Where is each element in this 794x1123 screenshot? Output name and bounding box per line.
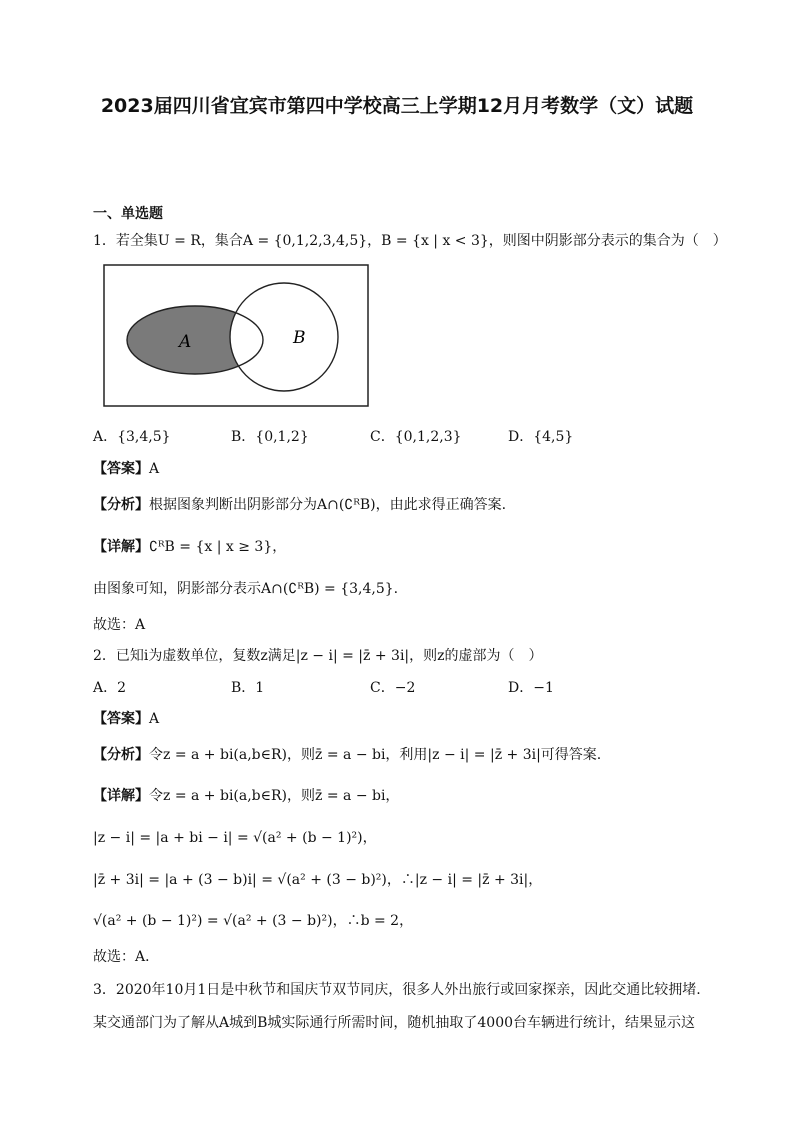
- q2-equation-2: |z̄ + 3i| = |a + (3 − b)i| = √(a² + (3 − b)²)，∴|z − i| = |z̄ + 3i|，: [93, 872, 543, 888]
- venn-diagram: [103, 264, 371, 408]
- answer-value: A: [149, 711, 160, 727]
- section-heading: 一、单选题: [93, 206, 163, 222]
- q2-option-b: B．1: [231, 680, 265, 696]
- analysis-tag: 【分析】: [93, 747, 149, 763]
- q2-detail: [93, 785, 399, 805]
- set-a-label: A: [179, 332, 192, 352]
- q2-equation-3: √(a² + (b − 1)²) = √(a² + (3 − b)²)，∴b = 2，: [93, 913, 414, 929]
- q1-option-c: C．{0,1,2,3}: [370, 429, 462, 445]
- q2-option-c: C．−2: [370, 680, 416, 696]
- q3-line-1: 3．2020年10月1日是中秋节和国庆节双节同庆，很多人外出旅行或回家探亲，因此交通比较拥堵.: [93, 982, 701, 998]
- q1-option-a: A．{3,4,5}: [93, 429, 171, 445]
- set-b-label: B: [293, 328, 306, 348]
- q2-stem: 2．已知i为虚数单位，复数z满足|z − i| = |z̄ + 3i|，则z的虚部为（ ）: [93, 648, 543, 664]
- q2-choose: 故选：A．: [93, 949, 160, 965]
- detail-tag: 【详解】: [93, 539, 149, 555]
- q2-analysis: [93, 744, 601, 764]
- q1-analysis: [93, 494, 506, 514]
- q1-option-d: D．{4,5}: [508, 429, 574, 445]
- q1-answer: [93, 458, 159, 478]
- page-title: 2023届四川省宜宾市第四中学校高三上学期12月月考数学（文）试题: [100, 95, 694, 117]
- detail-tag: 【详解】: [93, 788, 149, 804]
- q1-stem: 1．若全集U = R，集合A = {0,1,2,3,4,5}，B = {x | x < 3}，则图中阴影部分表示的集合为（ ）: [93, 233, 727, 249]
- q1-choose: 故选：A: [93, 617, 146, 633]
- analysis-text: 根据图象判断出阴影部分为A∩(∁ᴿB)，由此求得正确答案.: [149, 497, 507, 513]
- answer-value: A: [149, 461, 160, 477]
- q2-option-d: D．−1: [508, 680, 554, 696]
- q2-answer: [93, 708, 159, 728]
- q1-option-b: B．{0,1,2}: [231, 429, 309, 445]
- detail-text: 令z = a + bi(a,b∈R)，则z̄ = a − bi，: [149, 788, 400, 804]
- detail-text: ∁ᴿB = {x | x ≥ 3}，: [149, 539, 287, 555]
- q1-detail: [93, 536, 286, 556]
- answer-tag: 【答案】: [93, 461, 149, 477]
- q2-option-a: A．2: [93, 680, 127, 696]
- q1-detail-line2: 由图象可知，阴影部分表示A∩(∁ᴿB) = {3,4,5}.: [93, 581, 399, 597]
- analysis-tag: 【分析】: [93, 497, 149, 513]
- answer-tag: 【答案】: [93, 711, 149, 727]
- analysis-text: 令z = a + bi(a,b∈R)，则z̄ = a − bi，利用|z − i| = |z̄ + 3i|可得答案.: [149, 747, 602, 763]
- q3-line-2: 某交通部门为了解从A城到B城实际通行所需时间，随机抽取了4000台车辆进行统计，结果显示这: [93, 1015, 696, 1031]
- q2-equation-1: |z − i| = |a + bi − i| = √(a² + (b − 1)²)，: [93, 830, 377, 846]
